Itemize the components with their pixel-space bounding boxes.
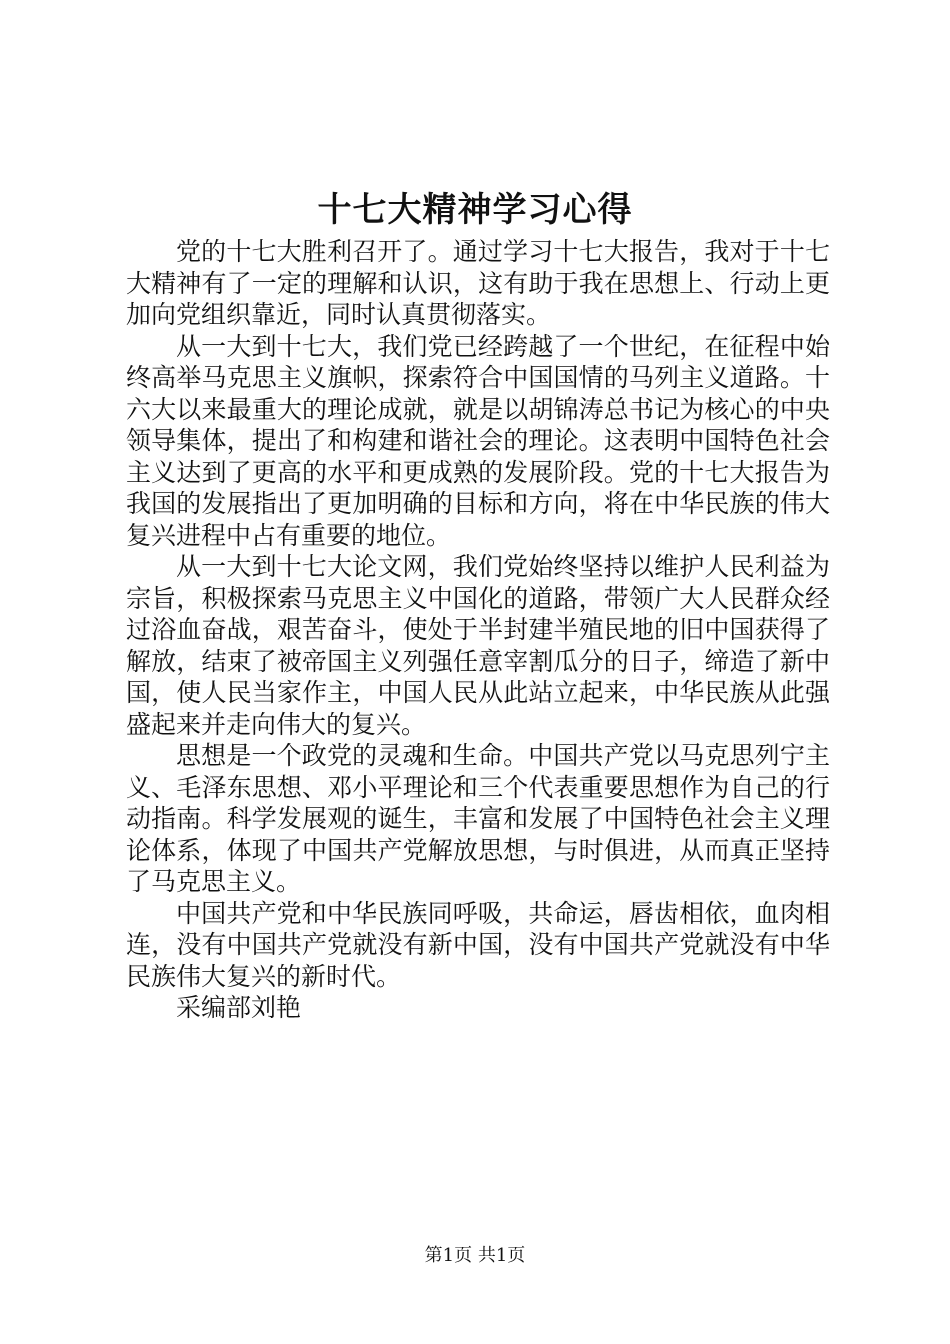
paragraph-5: 中国共产党和中华民族同呼吸，共命运，唇齿相依，血肉相连，没有中国共产党就没有新中国，没有中国共产党就没有中华民族伟大复兴的新时代。 <box>126 898 830 991</box>
author-signature: 采编部刘艳 <box>176 993 302 1022</box>
paragraph-2: 从一大到十七大，我们党已经跨越了一个世纪，在征程中始终高举马克思主义旗帜，探索符合中国国情的马列主义道路。十六大以来最重大的理论成就，就是以胡锦涛总书记为核心的中央领导集体，提出了和构建和谐社会的理论。这表明中国特色社会主义达到了更高的水平和更成熟的发展阶段。党的十七大报告为我国的发展指出了更加明确的目标和方向，将在中华民族的伟大复兴进程中占有重要的地位。 <box>126 331 830 550</box>
page-footer: 第1页 共1页 <box>424 1245 526 1266</box>
paragraph-1: 党的十七大胜利召开了。通过学习十七大报告，我对于十七大精神有了一定的理解和认识，这有助于我在思想上、行动上更加向党组织靠近，同时认真贯彻落实。 <box>126 237 830 329</box>
paragraph-3: 从一大到十七大论文网，我们党始终坚持以维护人民利益为宗旨，积极探索马克思主义中国化的道路，带领广大人民群众经过浴血奋战，艰苦奋斗，使处于半封建半殖民地的旧中国获得了解放，结束了被帝国主义列强任意宰割瓜分的日子，缔造了新中国，使人民当家作主，中国人民从此站立起来，中华民族从此强盛起来并走向伟大的复兴。 <box>126 552 830 739</box>
document-title: 十七大精神学习心得 <box>317 190 633 230</box>
document-body <box>126 236 830 1024</box>
paragraph-4: 思想是一个政党的灵魂和生命。中国共产党以马克思列宁主义、毛泽东思想、邓小平理论和三个代表重要思想作为自己的行动指南。科学发展观的诞生，丰富和发展了中国特色社会主义理论体系，体现了中国共产党解放思想，与时俱进，从而真正坚持了马克思主义。 <box>126 741 830 896</box>
